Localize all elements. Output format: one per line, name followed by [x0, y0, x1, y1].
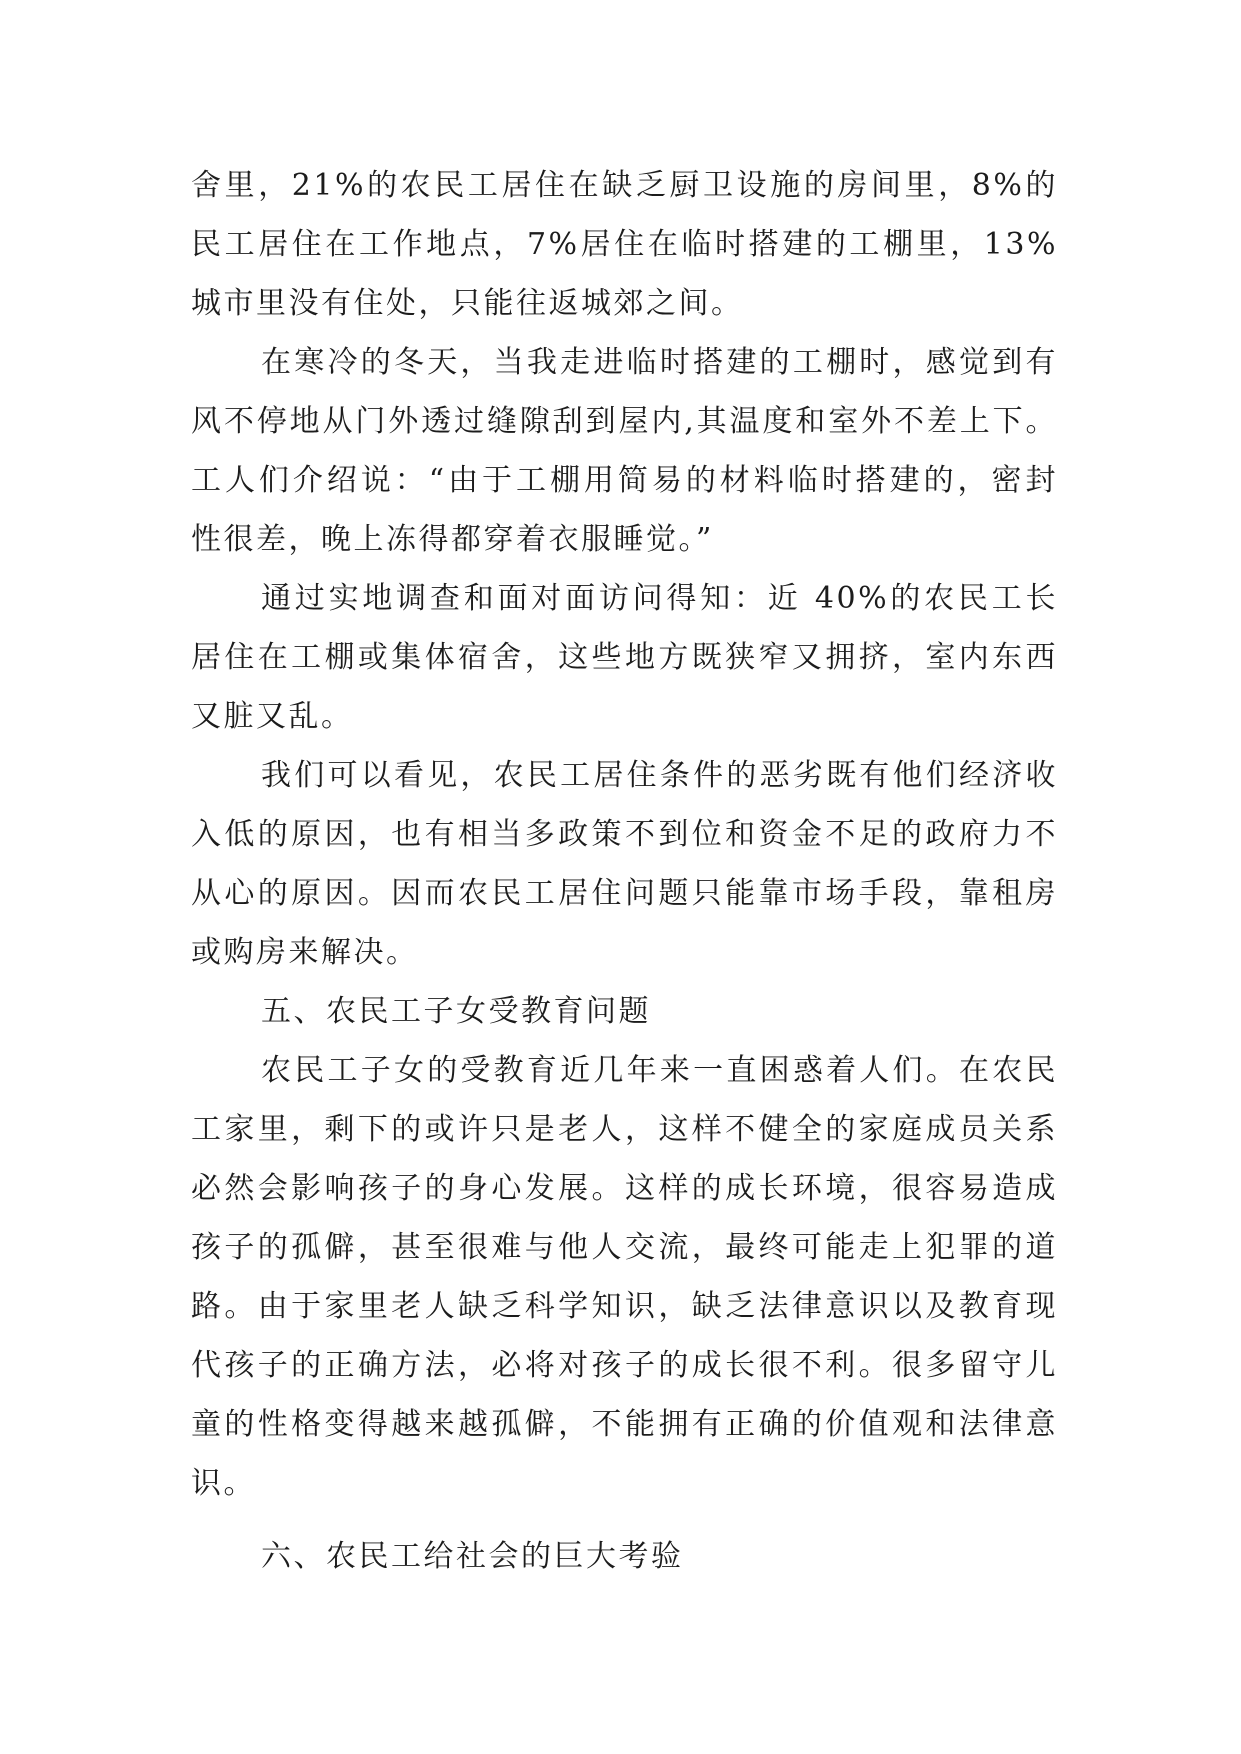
paragraph-children-education	[191, 1041, 1058, 1513]
text-line: 城市里没有住处，只能往返城郊之间。	[191, 286, 744, 321]
text-line: 必然会影响孩子的身心发展。这样的成长环境，很容易造成	[191, 1171, 1058, 1206]
text-line: 民工居住在工作地点，7%居住在临时搭建的工棚里，13%	[191, 227, 1058, 262]
text-line: 在寒冷的冬天，当我走进临时搭建的工棚时，感觉到有	[261, 345, 1058, 380]
section-heading-5: 五、农民工子女受教育问题	[261, 994, 651, 1029]
text-line: 我们可以看见，农民工居住条件的恶劣既有他们经济收	[261, 758, 1058, 793]
text-line: 从心的原因。因而农民工居住问题只能靠市场手段，靠租房	[191, 876, 1058, 911]
text-line: 代孩子的正确方法，必将对孩子的成长很不利。很多留守儿	[191, 1348, 1058, 1383]
paragraph-shed-visit	[191, 333, 1058, 569]
text-line: 路。由于家里老人缺乏科学知识，缺乏法律意识以及教育现	[191, 1289, 1058, 1324]
text-line: 风不停地从门外透过缝隙刮到屋内,其温度和室外不差上下。	[191, 404, 1058, 439]
text-line: 舍里，21%的农民工居住在缺乏厨卫设施的房间里，8%的	[191, 168, 1058, 203]
paragraph-causes	[191, 746, 1058, 982]
text-line: 农民工子女的受教育近几年来一直困惑着人们。在农民	[261, 1053, 1058, 1088]
paragraph-survey	[191, 569, 1058, 746]
text-line: 童的性格变得越来越孤僻，不能拥有正确的价值观和法律意	[191, 1407, 1058, 1442]
section-heading-6: 六、农民工给社会的巨大考验	[261, 1539, 684, 1574]
text-line: 识。	[191, 1466, 256, 1501]
text-line: 又脏又乱。	[191, 699, 354, 734]
text-line: 通过实地调查和面对面访问得知：近 40%的农民工长	[261, 581, 1058, 616]
text-line: 居住在工棚或集体宿舍，这些地方既狭窄又拥挤，室内东西	[191, 640, 1058, 675]
paragraph-continued	[191, 156, 1058, 333]
text-line: 或购房来解决。	[191, 935, 419, 970]
document-body	[191, 156, 1058, 1586]
text-line: 工家里，剩下的或许只是老人，这样不健全的家庭成员关系	[191, 1112, 1058, 1147]
text-line: 入低的原因，也有相当多政策不到位和资金不足的政府力不	[191, 817, 1058, 852]
text-line: 性很差，晚上冻得都穿着衣服睡觉。”	[191, 522, 714, 557]
text-line: 孩子的孤僻，甚至很难与他人交流，最终可能走上犯罪的道	[191, 1230, 1058, 1265]
text-line: 工人们介绍说：“由于工棚用简易的材料临时搭建的，密封	[191, 463, 1058, 498]
